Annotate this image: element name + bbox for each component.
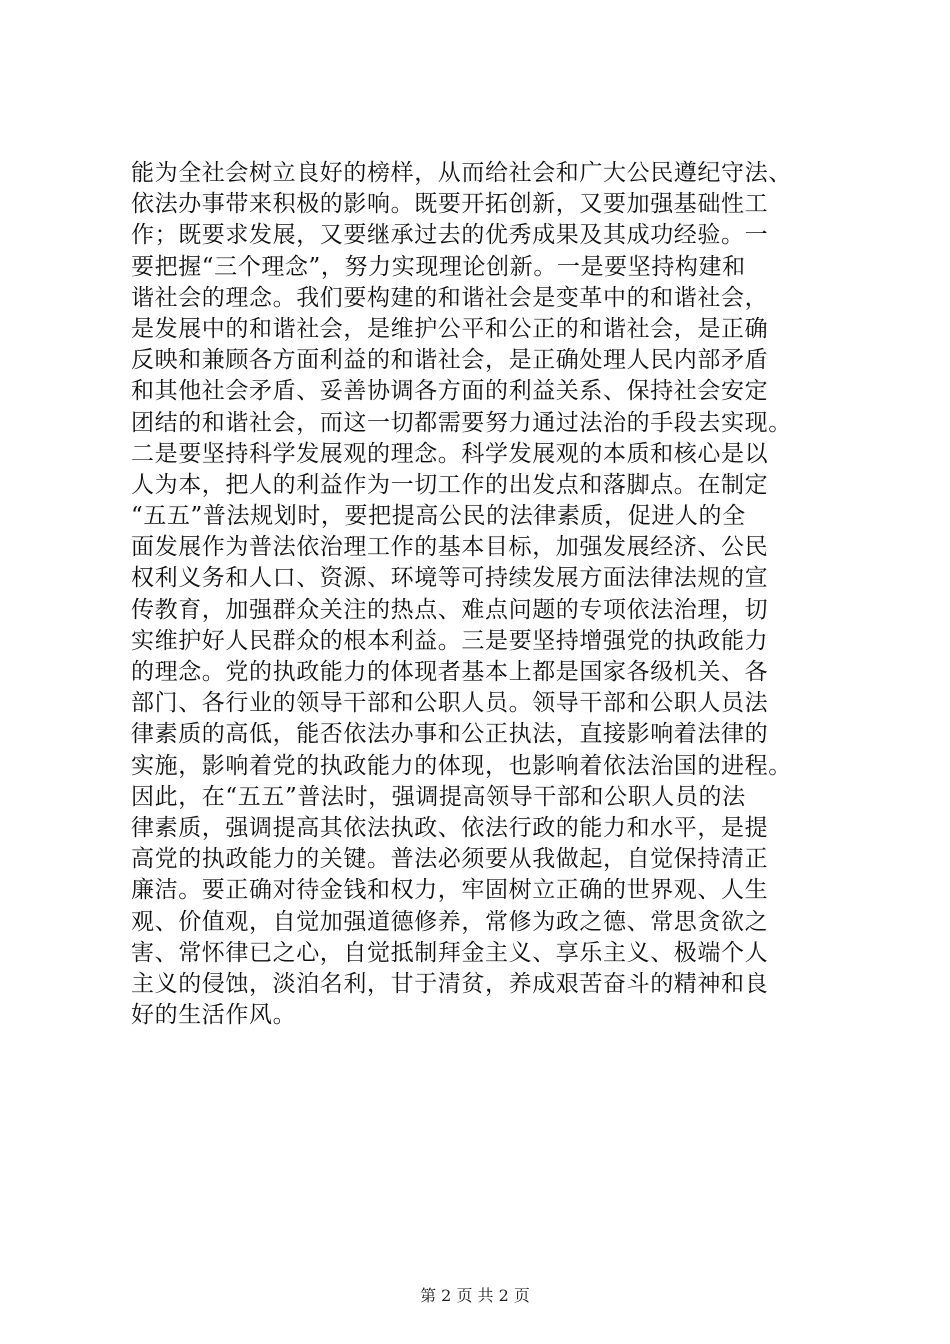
text-line: 实维护好人民群众的根本利益。三是要坚持增强党的执政能力 — [131, 627, 769, 654]
body-paragraph — [131, 158, 831, 1031]
text-line: 律素质的高低，能否依法办事和公正执法，直接影响着法律的 — [131, 721, 769, 748]
text-line: 好的生活作风。 — [131, 1002, 297, 1029]
text-line: 权利义务和人口、资源、环境等可持续发展方面法律法规的宣 — [131, 565, 769, 592]
text-line: 的理念。党的执政能力的体现者基本上都是国家各级机关、各 — [131, 659, 769, 685]
text-line: 要把握“三个理念”，努力实现理论创新。一是要坚持构建和 — [131, 253, 746, 280]
text-line: 传教育，加强群众关注的热点、难点问题的专项依法治理，切 — [131, 596, 769, 623]
text-line: 是发展中的和谐社会，是维护公平和公正的和谐社会，是正确 — [131, 315, 769, 342]
text-line: 主义的侵蚀，淡泊名利，甘于清贫，养成艰苦奋斗的精神和良 — [131, 970, 769, 997]
text-line: 能为全社会树立良好的榜样，从而给社会和广大公民遵纪守法、 — [131, 160, 792, 186]
text-line: 反映和兼顾各方面利益的和谐社会，是正确处理人民内部矛盾 — [131, 347, 769, 374]
text-line: 谐社会的理念。我们要构建的和谐社会是变革中的和谐社会， — [131, 284, 769, 311]
text-line: 二是要坚持科学发展观的理念。科学发展观的本质和核心是以 — [131, 440, 769, 467]
text-line: 和其他社会矛盾、妥善协调各方面的利益关系、保持社会安定 — [131, 378, 769, 405]
text-line: 面发展作为普法依治理工作的基本目标，加强发展经济、公民 — [131, 534, 769, 561]
text-line: 部门、各行业的领导干部和公职人员。领导干部和公职人员法 — [131, 690, 769, 717]
page-number-footer: 第 2 页 共 2 页 — [420, 1286, 530, 1305]
text-line: 团结的和谐社会，而这一切都需要努力通过法治的手段去实现。 — [131, 409, 792, 436]
text-line: 实施，影响着党的执政能力的体现，也影响着依法治国的进程。 — [131, 752, 792, 779]
text-line: 高党的执政能力的关键。普法必须要从我做起，自觉保持清正 — [131, 846, 769, 873]
text-line: 人为本，把人的利益作为一切工作的出发点和落脚点。在制定 — [131, 471, 769, 498]
text-line: “五五”普法规划时，要把提高公民的法律素质，促进人的全 — [131, 503, 746, 530]
text-line: 依法办事带来积极的影响。既要开拓创新，又要加强基础性工 — [131, 191, 769, 218]
text-line: 因此，在“五五”普法时，强调提高领导干部和公职人员的法 — [131, 783, 746, 810]
text-line: 观、价值观，自觉加强道德修养，常修为政之德、常思贪欲之 — [131, 908, 769, 935]
text-line: 害、常怀律已之心，自觉抵制拜金主义、享乐主义、极端个人 — [131, 939, 769, 966]
text-line: 作；既要求发展，又要继承过去的优秀成果及其成功经验。一 — [131, 222, 769, 249]
text-line: 廉洁。要正确对待金钱和权力，牢固树立正确的世界观、人生 — [131, 877, 769, 904]
text-line: 律素质，强调提高其依法执政、依法行政的能力和水平，是提 — [131, 814, 769, 841]
